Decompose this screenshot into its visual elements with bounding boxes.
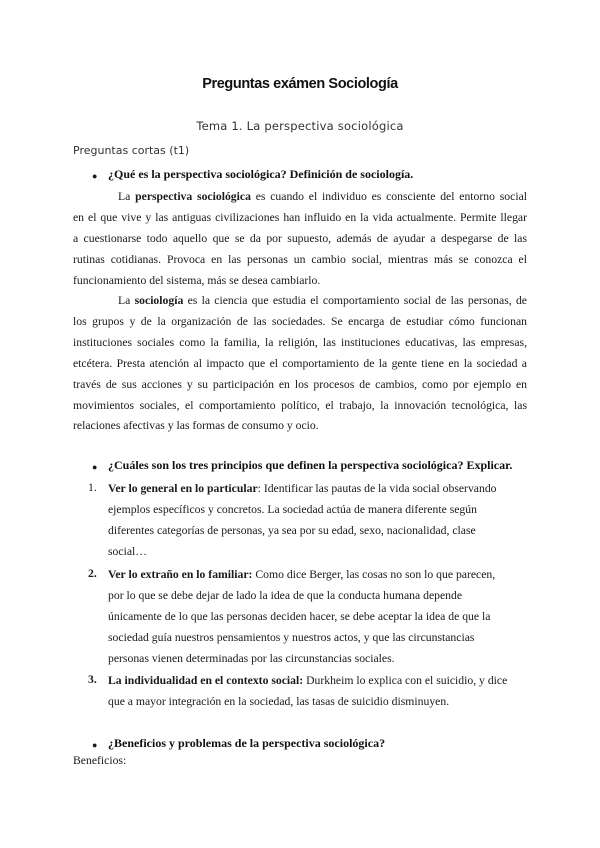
question-2: ¿Cuáles son los tres principios que definen la perspectiva sociológica? Explicar. — [108, 458, 513, 472]
list-number: 2. — [88, 567, 97, 580]
paragraph-line — [108, 564, 527, 585]
paragraph-line: relaciones afectivas y las formas de consumo y ocio. — [73, 419, 319, 433]
text-run: La — [118, 294, 135, 307]
principle-item-2 — [108, 564, 527, 669]
text-run: : Identificar las pautas de la vida social observando — [257, 482, 497, 495]
paragraph-line: diferentes categorías de personas, ya sea por su edad, sexo, nacionalidad, clase — [108, 524, 476, 537]
paragraph-line: ejemplos específicos y concretos. La sociedad actúa de manera diferente según — [108, 503, 477, 516]
paragraph-line: instituciones sociales como la familia, la religión, las instituciones educativas, las empresas, — [73, 335, 527, 349]
paragraph-line: únicamente de lo que las personas deciden hacer, se debe aceptar la idea de que la — [108, 610, 491, 623]
bullet-icon: ● — [92, 462, 98, 472]
question-3: ¿Beneficios y problemas de la perspectiva sociológica? — [108, 736, 386, 750]
paragraph-line — [108, 670, 527, 691]
paragraph-line: través de sus acciones y su participación en los procesos de cambios, como por ejemplo en — [73, 377, 527, 391]
principle-item-1 — [108, 478, 527, 562]
paragraph-line: social… — [108, 545, 147, 558]
paragraph-sociologia — [73, 291, 527, 437]
document-subtitle: Tema 1. La perspectiva sociológica — [196, 119, 404, 133]
document-title: Preguntas exámen Sociología — [202, 76, 398, 92]
paragraph-line: en el que vive y las antiguas civilizaciones han influido en la vida actualmente. Permite llegar — [73, 210, 527, 224]
paragraph-line: personas vienen determinadas por las circunstancias sociales. — [108, 652, 395, 665]
paragraph-line: los grupos y de la organización de las sociedades. Se encarga de estudiar cómo funcionan — [73, 314, 527, 328]
key-term: sociología — [134, 294, 184, 307]
bullet-icon: ● — [92, 171, 98, 181]
key-term: perspectiva sociológica — [135, 190, 251, 203]
benefits-label: Beneficios: — [73, 754, 127, 767]
text-run: es la ciencia que estudia el comportamiento social de las personas, de — [183, 294, 527, 307]
list-number: 1. — [88, 481, 97, 494]
key-term: La individualidad en el contexto social: — [108, 674, 304, 687]
paragraph-line: rutinas cotidianas. Provoca en las personas un cambio social, mientras más se conozca el — [73, 252, 527, 266]
key-term: Ver lo general en lo particular — [108, 482, 258, 495]
paragraph-line — [73, 187, 527, 208]
section-label: Preguntas cortas (t1) — [73, 144, 190, 157]
text-run: La — [118, 190, 136, 203]
paragraph-line: por lo que se debe dejar de lado la idea de que la conducta humana depende — [108, 589, 463, 602]
paragraph-line: movimientos sociales, el comportamiento político, el trabajo, la innovación tecnológica, las — [73, 398, 527, 412]
text-run: Como dice Berger, las cosas no son lo que parecen, — [252, 568, 496, 581]
list-number: 3. — [88, 673, 97, 686]
paragraph-line: que a mayor integración en la sociedad, las tasas de suicidio disminuyen. — [108, 695, 450, 708]
paragraph-line: etcétera. Presta atención al impacto que el comportamiento de la gente tiene en la sociedad a — [73, 356, 527, 370]
text-run: Durkheim lo explica con el suicidio, y dice — [303, 674, 508, 687]
paragraph-perspectiva — [73, 187, 527, 292]
bullet-icon: ● — [92, 740, 98, 750]
key-term: Ver lo extraño en lo familiar: — [108, 568, 253, 581]
paragraph-line — [108, 478, 527, 499]
paragraph-line — [73, 291, 527, 312]
principle-item-3 — [108, 670, 527, 712]
paragraph-line: funcionamiento del sistema, más se desea cambiarlo. — [73, 273, 321, 287]
text-run: es cuando el individuo es consciente del entorno social — [250, 190, 528, 203]
question-1: ¿Qué es la perspectiva sociológica? Definición de sociología. — [108, 167, 414, 181]
paragraph-line: sociedad guía nuestros pensamientos y nuestros actos, y que las circunstancias — [108, 631, 475, 644]
paragraph-line: a cuestionarse todo aquello que se da por supuesto, además de ayudar a despegarse de las — [73, 231, 527, 245]
